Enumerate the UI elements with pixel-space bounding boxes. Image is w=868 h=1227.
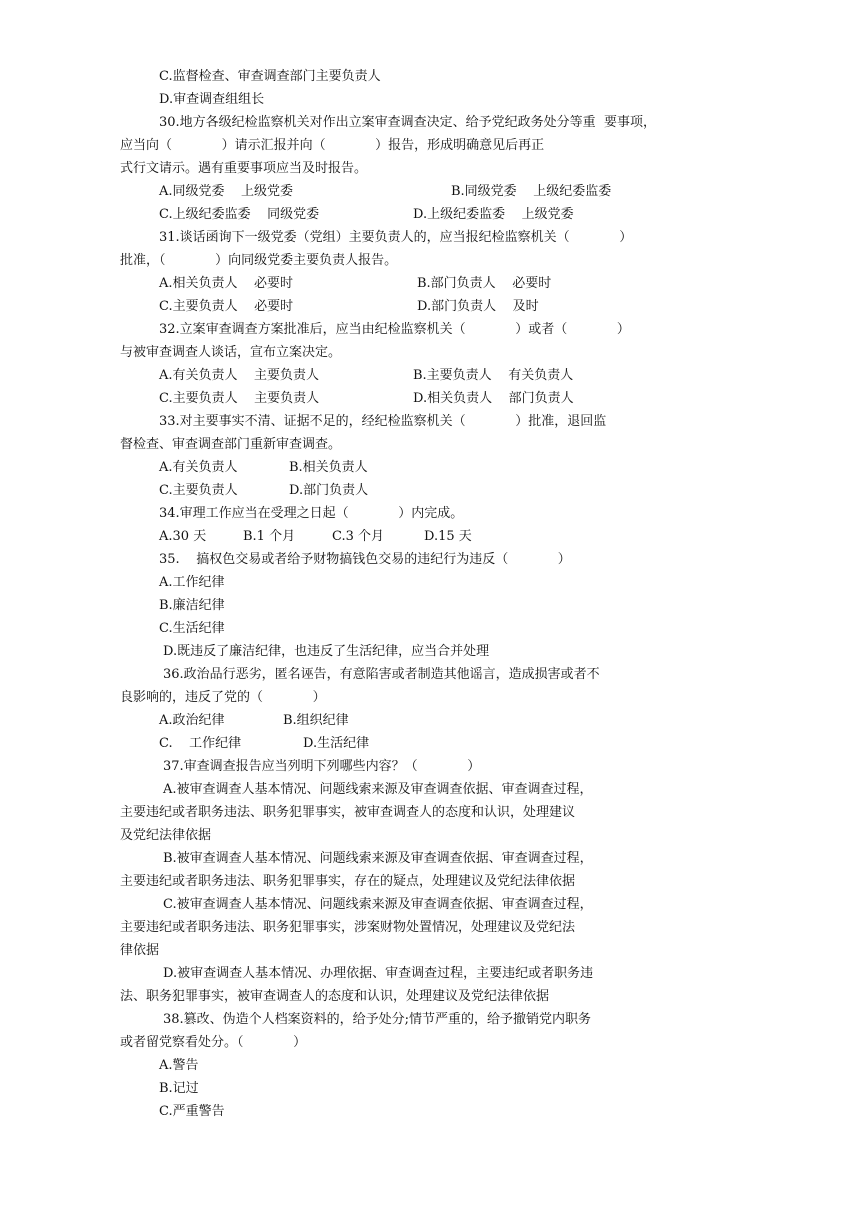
answer-options-row [159,368,574,384]
answer-option: C.主要负责人 [159,483,238,498]
answer-options-row [159,460,368,476]
text-line: 或者留党察看处分。（ ） [120,1035,307,1050]
answer-option: A.相关负责人 必要时 [159,276,294,291]
answer-options-row [159,207,574,223]
answer-options-row [159,713,349,729]
answer-option: C.严重警告 [159,1104,225,1119]
text-line: 与被审查调查人谈话，宣布立案决定。 [120,345,342,360]
answer-option: C.主要负责人 主要负责人 [159,391,320,406]
answer-options-row [159,483,369,499]
answer-option: C. 工作纪律 [159,736,242,751]
question-38-stem: 38.篡改、伪造个人档案资料的，给予处分;情节严重的，给予撤销党内职务 [163,1012,592,1027]
question-32-stem: 32.立案审查调查方案批准后，应当由纪检监察机关（ ）或者（ ） [159,322,630,337]
answer-option: D.上级纪委监委 上级党委 [413,207,574,222]
answer-option: A.有关负责人 主要负责人 [159,368,320,383]
question-31-stem: 31.谈话函询下一级党委（党组）主要负责人的，应当报纪检监察机关（ ） [159,230,633,245]
text-line: 及党纪法律依据 [120,828,212,843]
answer-option: C.生活纪律 [159,621,225,636]
answer-option: A.有关负责人 [159,460,238,475]
answer-options-row [159,529,472,545]
answer-option: A.被审查调查人基本情况、问题线索来源及审查调查依据、审查调查过程， [163,782,593,797]
text-line: 主要违纪或者职务违法、职务犯罪事实，存在的疑点，处理建议及党纪法律依据 [120,874,576,889]
answer-option: A.政治纪律 [159,713,225,728]
answer-option: B.1 个月 [243,529,296,544]
answer-options-row [159,391,574,407]
question-36-stem: 36.政治品行恶劣，匿名诬告，有意陷害或者制造其他谣言，造成损害或者不 [163,667,600,682]
answer-option: D.部门负责人 [289,483,369,498]
question-35-stem: 35. 搞权色交易或者给予财物搞钱色交易的违纪行为违反（ ） [159,552,571,567]
text-line: 应当向（ ）请示汇报并向（ ）报告，形成明确意见后再正 [120,138,545,153]
answer-option: C.主要负责人 必要时 [159,299,294,314]
text-line: 律依据 [120,943,160,958]
question-37-stem: 37.审查调查报告应当列明下列哪些内容？（ ） [163,759,481,774]
answer-option: D.部门负责人 及时 [417,299,539,314]
answer-option: A.警告 [159,1058,199,1073]
answer-option: C.上级纪委监委 同级党委 [159,207,320,222]
answer-option: A.同级党委 上级党委 [159,184,294,199]
question-30-stem: 30.地方各级纪检监察机关对作出立案审查调查决定、给予党纪政务处分等重 要事项， [159,115,656,130]
answer-option: D.被审查调查人基本情况、办理依据、审查调查过程，主要违纪或者职务违 [163,966,594,981]
answer-option: A.30 天 [159,529,207,544]
answer-option: B.同级党委 上级纪委监委 [451,184,612,199]
answer-option: B.廉洁纪律 [159,598,225,613]
answer-option: D.15 天 [424,529,472,544]
answer-options-row [159,736,370,752]
question-33-stem: 33.对主要事实不清、证据不足的，经纪检监察机关（ ）批准，退回监 [159,414,607,429]
answer-option: C.被审查调查人基本情况、问题线索来源及审查调查依据、审查调查过程， [163,897,593,912]
answer-option: B.被审查调查人基本情况、问题线索来源及审查调查依据、审查调查过程， [163,851,593,866]
text-line: 法、职务犯罪事实，被审查调查人的态度和认识，处理建议及党纪法律依据 [120,989,550,1004]
answer-option: D.既违反了廉洁纪律，也违反了生活纪律，应当合并处理 [163,644,490,659]
text-line: 良影响的，违反了党的（ ） [120,690,326,705]
answer-option: A.工作纪律 [159,575,225,590]
answer-option: D.相关负责人 部门负责人 [413,391,574,406]
text-line: 式行文请示。遇有重要事项应当及时报告。 [120,161,368,176]
question-34-stem: 34.审理工作应当在受理之日起（ ）内完成。 [159,506,464,521]
answer-options-row [159,184,612,200]
answer-option: B.部门负责人 必要时 [417,276,552,291]
answer-option: B.组织纪律 [283,713,349,728]
text-line: 批准，（ ）向同级党委主要负责人报告。 [120,253,398,268]
answer-option: B.记过 [159,1081,199,1096]
text-line: C.监督检查、审查调查部门主要负责人 [159,69,381,84]
answer-options-row [159,276,552,292]
answer-option: D.生活纪律 [303,736,370,751]
answer-option: B.相关负责人 [289,460,368,475]
text-line: 主要违纪或者职务违法、职务犯罪事实，被审查调查人的态度和认识，处理建议 [120,805,576,820]
answer-option: C.3 个月 [332,529,385,544]
answer-options-row [159,299,539,315]
answer-option: B.主要负责人 有关负责人 [413,368,574,383]
text-line: 督检查、审查调查部门重新审查调查。 [120,437,342,452]
text-line: D.审查调查组组长 [159,92,265,107]
text-line: 主要违纪或者职务违法、职务犯罪事实，涉案财物处置情况，处理建议及党纪法 [120,920,576,935]
